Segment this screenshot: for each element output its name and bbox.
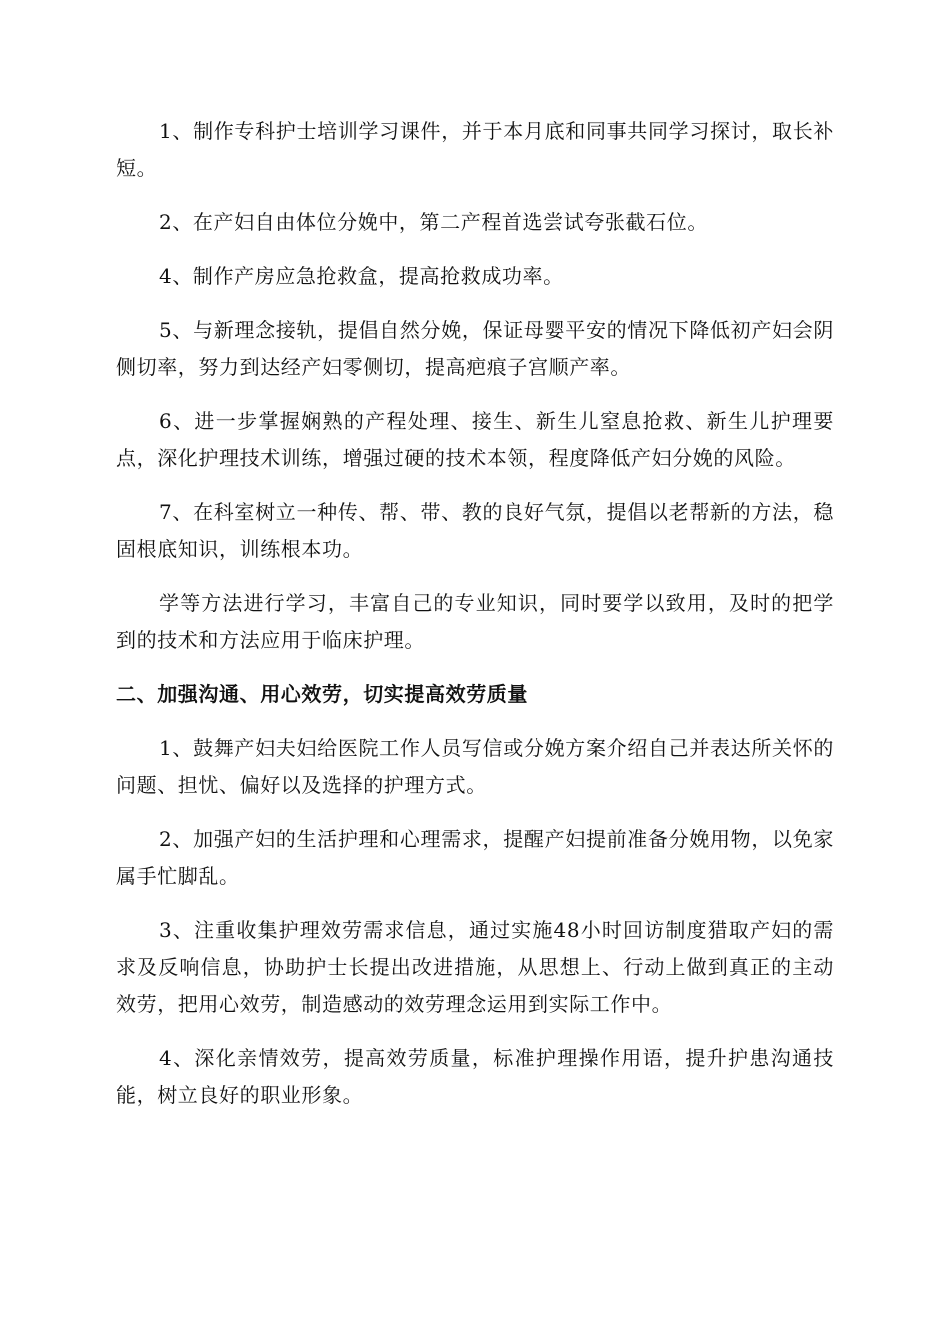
paragraph-item-6: 6、进一步掌握娴熟的产程处理、接生、新生儿窒息抢救、新生儿护理要点，深化护理技术训练，增强过硬的技术本领，程度降低产妇分娩的风险。 xyxy=(116,409,834,470)
document-body xyxy=(116,113,834,1131)
service-item-3: 3、注重收集护理效劳需求信息，通过实施48小时回访制度猎取产妇的需求及反响信息，协助护士长提出改进措施，从思想上、行动上做到真正的主动效劳，把用心效劳，制造感动的效劳理念运用到实际工作中。 xyxy=(116,918,834,1016)
section-heading: 二、加强沟通、用心效劳，切实提高效劳质量 xyxy=(116,682,528,706)
paragraph-item-2: 2、在产妇自由体位分娩中，第二产程首选尝试夸张截石位。 xyxy=(159,210,708,234)
service-item-1: 1、鼓舞产妇夫妇给医院工作人员写信或分娩方案介绍自己并表达所关怀的问题、担忧、偏好以及选择的护理方式。 xyxy=(116,736,834,797)
service-item-2: 2、加强产妇的生活护理和心理需求，提醒产妇提前准备分娩用物，以免家属手忙脚乱。 xyxy=(116,827,834,888)
paragraph-item-1: 1、制作专科护士培训学习课件，并于本月底和同事共同学习探讨，取长补短。 xyxy=(116,119,834,180)
service-item-4: 4、深化亲情效劳，提高效劳质量，标准护理操作用语，提升护患沟通技能，树立良好的职业形象。 xyxy=(116,1046,834,1107)
paragraph-item-7: 7、在科室树立一种传、帮、带、教的良好气氛，提倡以老帮新的方法，稳固根底知识，训练根本功。 xyxy=(116,500,834,561)
paragraph-study-methods: 学等方法进行学习，丰富自己的专业知识，同时要学以致用，及时的把学到的技术和方法应用于临床护理。 xyxy=(116,591,834,652)
paragraph-item-5: 5、与新理念接轨，提倡自然分娩，保证母婴平安的情况下降低初产妇会阴侧切率，努力到达经产妇零侧切，提高疤痕子宫顺产率。 xyxy=(116,318,834,379)
paragraph-item-4: 4、制作产房应急抢救盒，提高抢救成功率。 xyxy=(159,264,564,288)
